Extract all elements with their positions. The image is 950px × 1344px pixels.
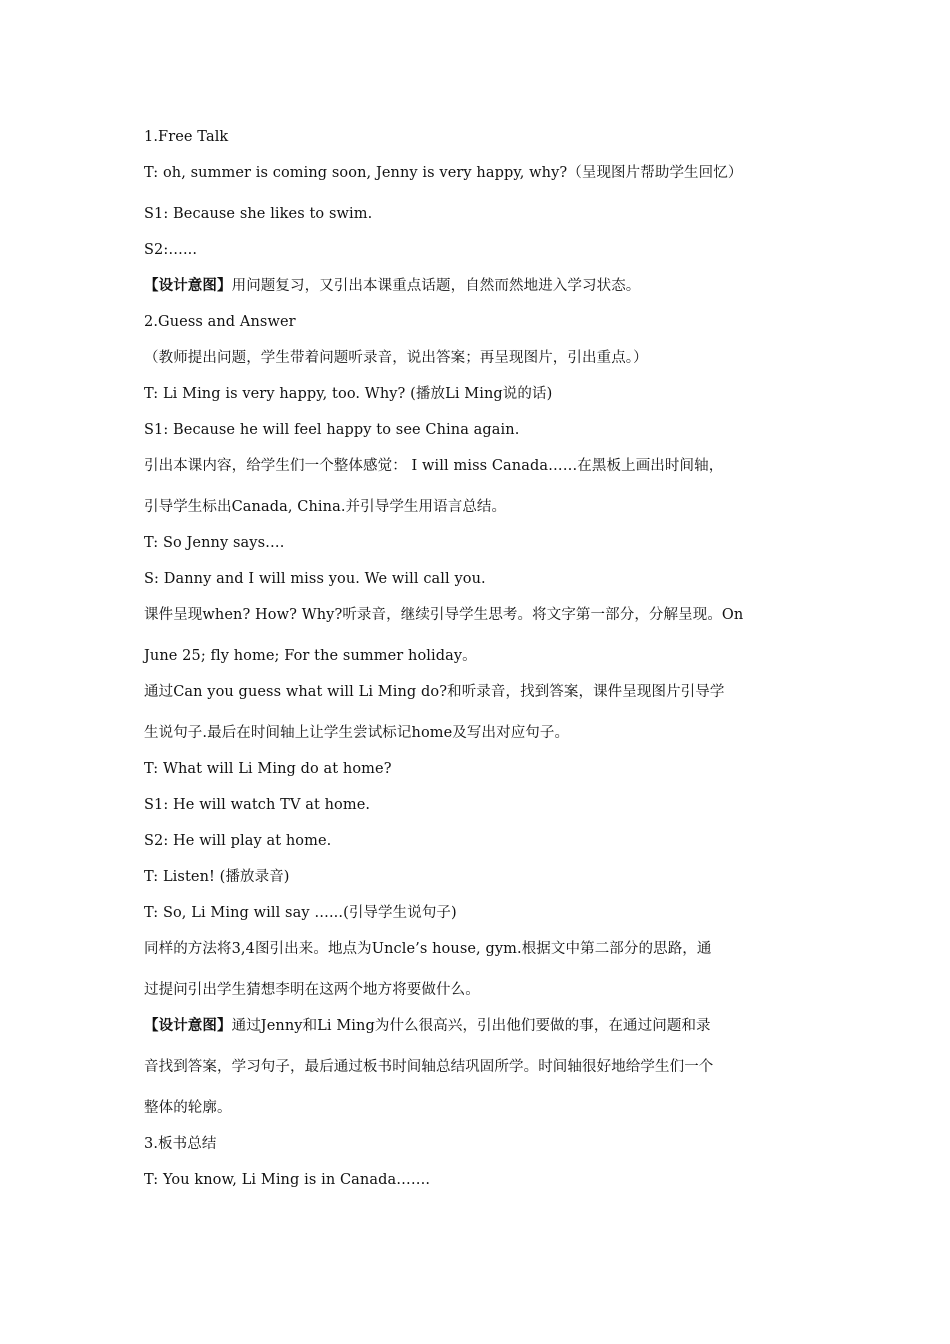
design-intent-label: 【设计意图】 (144, 277, 232, 294)
section-heading-board-summary: 3.板书总结 (144, 1136, 217, 1152)
paragraph-line: 过提问引出学生猜想李明在这两个地方将要做什么。 (144, 982, 480, 998)
dialogue-line: T: You know, Li Ming is in Canada……. (144, 1172, 431, 1188)
paragraph-line: 同样的方法将3,4图引出来。地点为Uncle’s house, gym.根据文中第二部分的思路，通 (144, 941, 712, 957)
dialogue-line: S1: He will watch TV at home. (144, 797, 371, 813)
dialogue-line: S2:…... (144, 242, 198, 258)
paragraph-line: June 25; fly home; For the summer holiday。 (144, 648, 477, 664)
dialogue-line: T: Li Ming is very happy, too. Why? (播放Li Ming说的话) (144, 386, 553, 402)
dialogue-line: S1: Because she likes to swim. (144, 206, 373, 222)
dialogue-line: T: What will Li Ming do at home? (144, 761, 392, 777)
dialogue-line: S: Danny and I will miss you. We will call you. (144, 571, 486, 587)
paragraph-line: 引出本课内容，给学生们一个整体感觉： I will miss Canada……在黑板上画出时间轴， (144, 458, 724, 474)
instruction-line: （教师提出问题，学生带着问题听录音，说出答案；再呈现图片，引出重点。） (144, 350, 648, 366)
section-heading-free-talk: 1.Free Talk (144, 129, 229, 145)
design-intent-label: 【设计意图】 (144, 1017, 232, 1034)
design-intent-text: 用问题复习，又引出本课重点话题，自然而然地进入学习状态。 (231, 278, 641, 294)
section-heading-guess-answer: 2.Guess and Answer (144, 314, 296, 330)
dialogue-line: T: So Jenny says…. (144, 535, 285, 551)
design-intent-note (144, 1016, 812, 1036)
dialogue-line: S2: He will play at home. (144, 833, 332, 849)
dialogue-line: S1: Because he will feel happy to see China again. (144, 422, 520, 438)
paragraph-line: 整体的轮廓。 (144, 1100, 232, 1116)
paragraph-line: 生说句子.最后在时间轴上让学生尝试标记home及写出对应句子。 (144, 725, 570, 741)
design-intent-note (144, 276, 812, 296)
design-intent-text: 通过Jenny和Li Ming为什么很高兴，引出他们要做的事，在通过问题和录 (231, 1018, 711, 1034)
dialogue-line: T: So, Li Ming will say …...(引导学生说句子) (144, 905, 457, 921)
dialogue-line: T: oh, summer is coming soon, Jenny is very happy, why?（呈现图片帮助学生回忆） (144, 165, 743, 181)
paragraph-line: 通过Can you guess what will Li Ming do?和听录音，找到答案，课件呈现图片引导学 (144, 684, 725, 700)
dialogue-line: T: Listen! (播放录音) (144, 869, 290, 885)
paragraph-line: 引导学生标出Canada, China.并引导学生用语言总结。 (144, 499, 507, 515)
paragraph-line: 音找到答案，学习句子，最后通过板书时间轴总结巩固所学。时间轴很好地给学生们一个 (144, 1059, 714, 1075)
paragraph-line: 课件呈现when? How? Why?听录音，继续引导学生思考。将文字第一部分，分解呈现。On (144, 607, 744, 623)
document-page (144, 0, 812, 1344)
